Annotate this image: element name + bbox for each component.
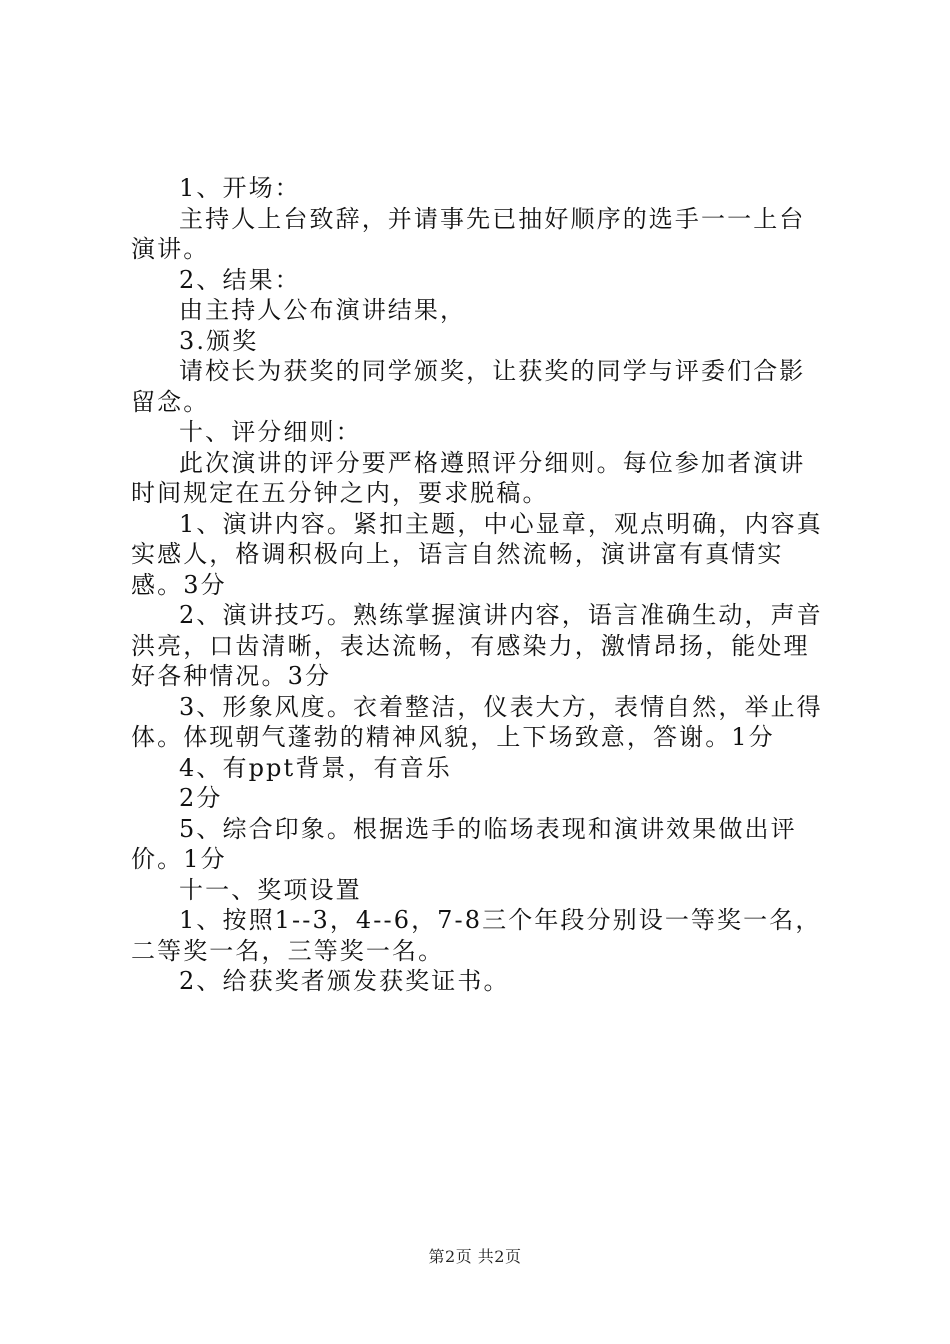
document-body: [131, 173, 831, 997]
paragraph-scoring-intro: 此次演讲的评分要严格遵照评分细则。每位参加者演讲时间规定在五分钟之内，要求脱稿。: [131, 448, 806, 507]
paragraph-result: 由主持人公布演讲结果，: [179, 296, 467, 324]
page-footer: 第2页 共2页: [428, 1247, 522, 1266]
scoring-item-ppt-score: 2分: [179, 784, 223, 812]
scoring-item-appearance: 3、形象风度。衣着整洁，仪表大方，表情自然，举止得体。体现朝气蓬勃的精神风貌，上下场致意，答谢。1分: [131, 692, 823, 751]
scoring-item-impression: 5、综合印象。根据选手的临场表现和演讲效果做出评价。1分: [131, 814, 797, 873]
section-heading-awards: 十一、奖项设置: [179, 875, 362, 904]
awards-item-certificates: 2、给获奖者颁发获奖证书。: [179, 967, 510, 995]
paragraph-opening: 1、开场：: [179, 174, 301, 202]
paragraph-award-heading: 3.颁奖: [179, 326, 259, 355]
paragraph-host-speech: 主持人上台致辞，并请事先已抽好顺序的选手一一上台演讲。: [131, 204, 806, 263]
scoring-item-ppt: 4、有ppt背景，有音乐: [179, 753, 452, 782]
paragraph-result-heading: 2、结果：: [179, 265, 301, 294]
paragraph-award: 请校长为获奖的同学颁奖，让获奖的同学与评委们合影留念。: [131, 357, 806, 416]
scoring-item-skill: 2、演讲技巧。熟练掌握演讲内容，语言准确生动，声音洪亮，口齿清晰，表达流畅，有感染力，激情昂扬，能处理好各种情况。3分: [131, 601, 823, 690]
scoring-item-content: 1、演讲内容。紧扣主题，中心显章，观点明确，内容真实感人，格调积极向上，语言自然流畅，演讲富有真情实感。3分: [131, 509, 823, 599]
section-heading-scoring: 十、评分细则：: [179, 418, 362, 446]
awards-item-grades: 1、按照1--3，4--6，7-8三个年段分别设一等奖一名，二等奖一名，三等奖一名。: [131, 906, 822, 965]
